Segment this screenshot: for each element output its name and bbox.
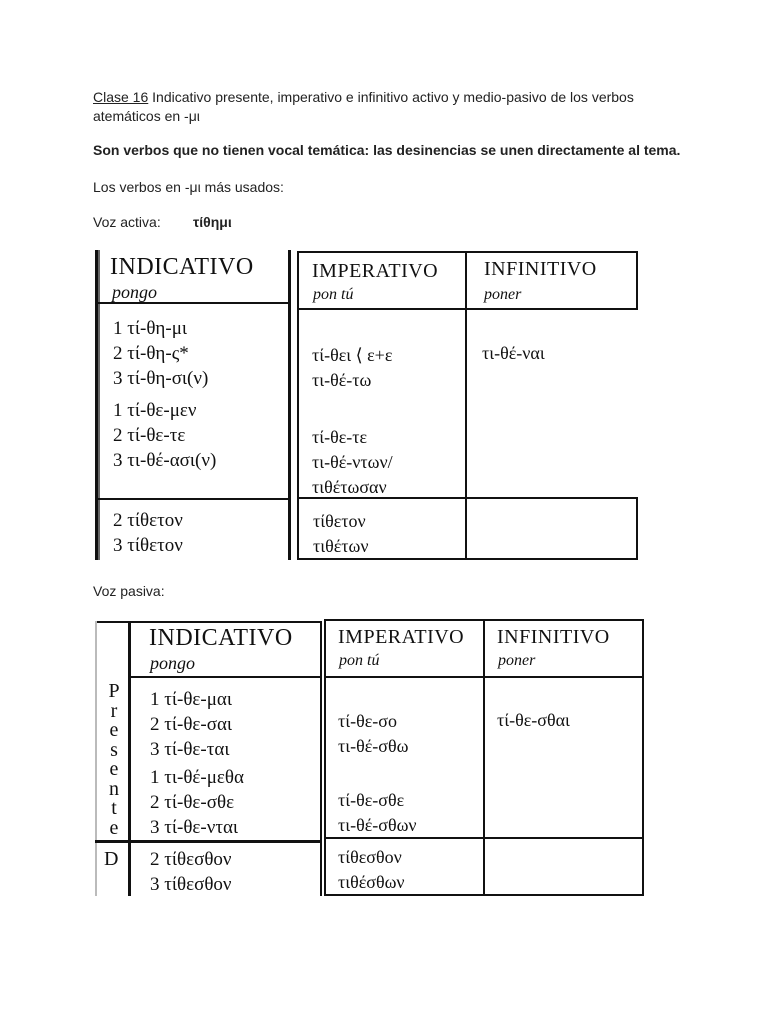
passive-imp-singular [338, 709, 408, 759]
side-label-dual: D [104, 848, 119, 870]
form-row: 3 τί-θε-ται [150, 739, 230, 760]
table-divider [131, 676, 321, 678]
title-text: Indicativo presente, imperativo e infinitivo activo y medio-pasivo de los verbos [148, 89, 634, 105]
form-row: τι-θέ-σθων [338, 815, 417, 835]
active-ind-sub: pongo [112, 282, 157, 302]
table-border [642, 619, 644, 896]
table-border [636, 251, 638, 309]
form-row: τιθέτωσαν [312, 477, 387, 497]
table-border [324, 619, 326, 896]
form-row: τί-θε-σο [338, 711, 397, 731]
form-row: 1 τι-θέ-μεθα [150, 767, 244, 788]
table-divider [297, 497, 638, 499]
passive-ind-sub: pongo [150, 653, 195, 673]
form-row: 2 τίθετον [113, 510, 183, 531]
form-row: 2 τί-θε-σαι [150, 714, 233, 735]
passive-ind-plural [150, 765, 244, 840]
form-row: τιθέτων [313, 536, 369, 556]
intro-bold-text: Son verbos que no tienen vocal temática: las desinencias se unen directamente al tema. [93, 142, 681, 158]
table-divider [324, 837, 644, 839]
table-divider [98, 302, 288, 304]
form-row: τίθεσθον [338, 847, 402, 867]
form-row: τί-θε-σθε [338, 790, 405, 810]
passive-inf-form: τί-θε-σθαι [497, 710, 570, 730]
table-border [324, 619, 644, 621]
table-border [95, 621, 97, 896]
form-row: 1 τί-θε-μεν [113, 400, 197, 421]
passive-imp-dual [338, 845, 405, 895]
form-row: τι-θέ-ντων/ [312, 452, 393, 472]
form-row: 1 τί-θη-μι [113, 318, 187, 339]
active-ind-plural [113, 398, 216, 473]
form-row: τι-θέ-σθω [338, 736, 409, 756]
active-imp-title: IMPERATIVO [312, 260, 439, 282]
table-border [98, 250, 100, 560]
form-row: 2 τί-θε-σθε [150, 792, 235, 813]
form-row: 2 τί-θη-ς* [113, 343, 189, 364]
form-row: 3 τί-θη-σι(ν) [113, 368, 209, 389]
table-border [95, 250, 98, 560]
passive-ind-dual [150, 847, 232, 897]
form-row: τι-θέ-τω [312, 370, 372, 390]
active-inf-sub: poner [484, 286, 522, 303]
form-row: 1 τί-θε-μαι [150, 689, 232, 710]
passive-ind-singular [150, 687, 232, 762]
passive-inf-sub: poner [498, 652, 536, 669]
title-paragraph [93, 88, 693, 126]
table-border [297, 558, 638, 560]
table-divider [98, 498, 290, 500]
form-row: τιθέσθων [338, 872, 405, 892]
form-row: 3 τί-θε-νται [150, 817, 239, 838]
form-row: 3 τίθετον [113, 535, 183, 556]
passive-ind-title: INDICATIVO [149, 625, 293, 651]
common-verbs-text: Los verbos en -μι más usados: [93, 179, 284, 195]
active-imp-dual [313, 509, 368, 559]
table-border [636, 497, 638, 560]
form-row: τίθετον [313, 511, 366, 531]
active-ind-title: INDICATIVO [110, 254, 254, 280]
passive-inf-title: INFINITIVO [497, 626, 610, 648]
table-divider [128, 621, 131, 896]
clase-link[interactable]: Clase 16 [93, 89, 149, 105]
table-divider [483, 619, 485, 896]
table-divider [297, 308, 638, 310]
active-ind-singular [113, 316, 208, 391]
active-imp-plural [312, 425, 393, 500]
form-row: τί-θε-τε [312, 427, 368, 447]
form-row: τί-θει ⟨ ε+ε [312, 345, 393, 365]
side-label-presente: P r e s e n t e [108, 680, 120, 839]
table-divider [95, 840, 321, 843]
active-inf-title: INFINITIVO [484, 258, 597, 280]
form-row: 2 τίθεσθον [150, 849, 232, 870]
table-border [297, 251, 299, 560]
form-row: 2 τί-θε-τε [113, 425, 186, 446]
table-border [95, 621, 320, 623]
active-imp-sub: pon tú [313, 286, 354, 303]
passive-voice-label: Voz pasiva: [93, 583, 165, 599]
active-imp-singular [312, 343, 392, 393]
table-border [324, 894, 644, 896]
table-divider [324, 676, 644, 678]
active-verb: τίθημι [193, 214, 232, 230]
form-row: 3 τι-θέ-ασι(ν) [113, 450, 217, 471]
passive-imp-plural [338, 788, 417, 838]
passive-imp-sub: pon tú [339, 652, 380, 669]
active-ind-dual [113, 508, 183, 558]
table-border [297, 251, 637, 253]
table-divider [465, 251, 467, 560]
active-voice-label: Voz activa: [93, 214, 161, 230]
passive-imp-title: IMPERATIVO [338, 626, 465, 648]
active-inf-form: τι-θέ-ναι [482, 343, 545, 363]
title-text-line2: atemáticos en -μι [93, 108, 200, 124]
form-row: 3 τίθεσθον [150, 874, 232, 895]
table-divider [320, 621, 322, 896]
table-divider [288, 250, 291, 560]
